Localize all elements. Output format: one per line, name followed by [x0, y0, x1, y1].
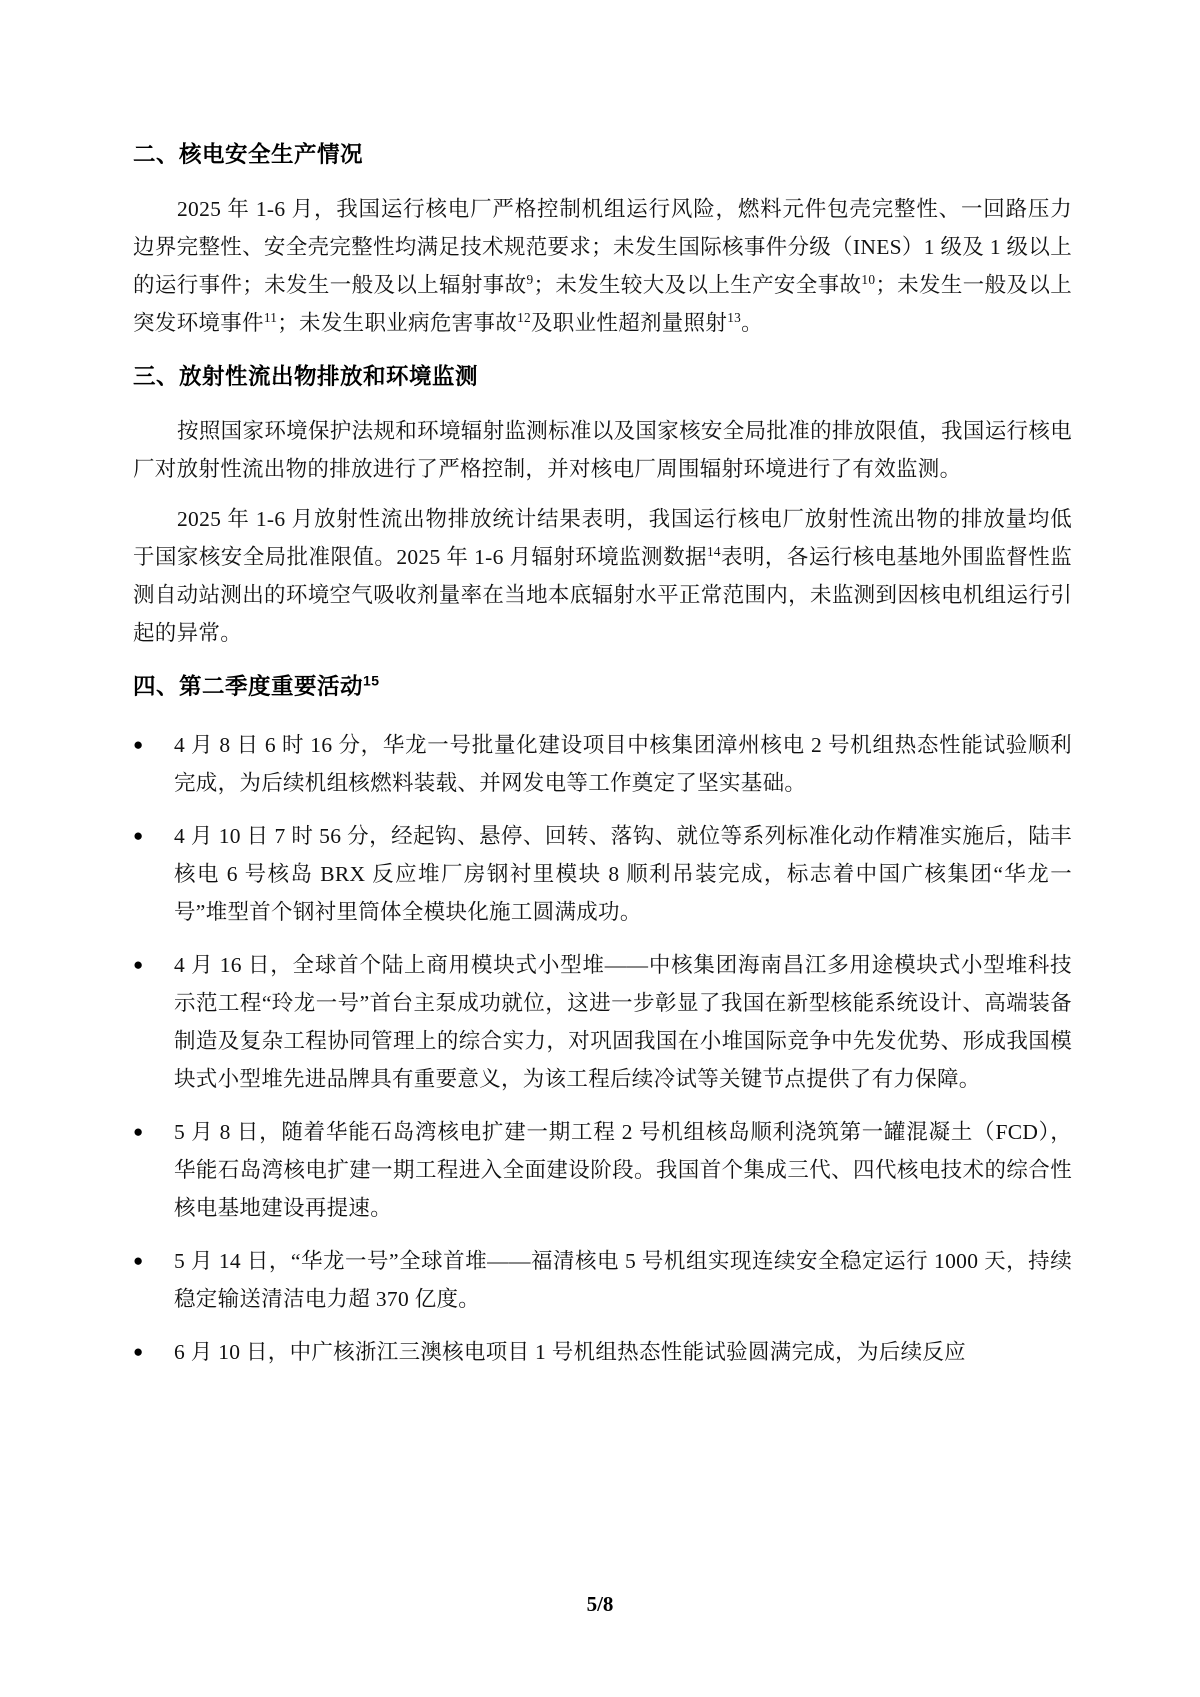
list-item-text: 4 月 16 日，全球首个陆上商用模块式小型堆——中核集团海南昌江多用途模块式小型堆科技示范工程“玲龙一号”首台主泵成功就位，这进一步彰显了我国在新型核能系统设计、高端装备制造及复杂工程协同管理上的综合实力，对巩固我国在小堆国际竞争中先发优势、形成我国模块式小型堆先进品牌具有重要意义，为该工程后续冷试等关键节点提供了有力保障。	[174, 953, 1072, 1091]
paragraph-monitoring-results: 2025 年 1-6 月放射性流出物排放统计结果表明，我国运行核电厂放射性流出物的排放量均低于国家核安全局批准限值。2025 年 1-6 月辐射环境监测数据$^{14}$表明，各运行核电基地外围监督性监测自动站测出的环境空气吸收剂量率在当地本底辐射水平正常范围内，未监测到因核电机组运行引起的异常。	[133, 507, 1072, 645]
list-item	[133, 726, 1072, 802]
section-heading-nuclear-safety: 二、核电安全生产情况	[133, 142, 364, 167]
section-heading-effluent-monitoring: 三、放射性流出物排放和环境监测	[133, 364, 479, 389]
list-item-text: 6 月 10 日，中广核浙江三澳核电项目 1 号机组热态性能试验圆满完成，为后续反应	[174, 1340, 966, 1364]
activity-list	[133, 726, 1072, 1371]
list-item-text: 5 月 14 日，“华龙一号”全球首堆——福清核电 5 号机组实现连续安全稳定运行 1000 天，持续稳定输送清洁电力超 370 亿度。	[174, 1249, 1072, 1311]
list-item	[133, 1113, 1072, 1227]
bullet-icon: ●	[133, 955, 144, 974]
list-item-text: 4 月 8 日 6 时 16 分，华龙一号批量化建设项目中核集团漳州核电 2 号机组热态性能试验顺利完成，为后续机组核燃料装载、并网发电等工作奠定了坚实基础。	[174, 733, 1072, 795]
bullet-icon: ●	[133, 735, 144, 754]
bullet-icon: ●	[133, 1342, 144, 1361]
list-item	[133, 817, 1072, 931]
list-item-text: 4 月 10 日 7 时 56 分，经起钩、悬停、回转、落钩、就位等系列标准化动作精准实施后，陆丰核电 6 号核岛 BRX 反应堆厂房钢衬里模块 8 顺利吊装完成，标志着中国广核集团“华龙一号”堆型首个钢衬里筒体全模块化施工圆满成功。	[174, 824, 1072, 924]
bullet-icon: ●	[133, 1251, 144, 1270]
paragraph-effluent-control: 按照国家环境保护法规和环境辐射监测标准以及国家核安全局批准的排放限值，我国运行核电厂对放射性流出物的排放进行了严格控制，并对核电厂周围辐射环境进行了有效监测。	[133, 419, 1072, 481]
list-item	[133, 1333, 1072, 1371]
page-number: 5/8	[586, 1592, 614, 1616]
list-item	[133, 1242, 1072, 1318]
bullet-icon: ●	[133, 1122, 144, 1141]
list-item-text: 5 月 8 日，随着华能石岛湾核电扩建一期工程 2 号机组核岛顺利浇筑第一罐混凝土（FCD），华能石岛湾核电扩建一期工程进入全面建设阶段。我国首个集成三代、四代核电技术的综合性核电基地建设再提速。	[174, 1120, 1072, 1220]
bullet-icon: ●	[133, 826, 144, 845]
paragraph-nuclear-safety: 2025 年 1-6 月，我国运行核电厂严格控制机组运行风险，燃料元件包壳完整性、一回路压力边界完整性、安全壳完整性均满足技术规范要求；未发生国际核事件分级（INES）1 级及 1 级以上的运行事件；未发生一般及以上辐射事故$^9$；未发生较大及以上生产安全事故$^{10}$；未发生一般及以上突发环境事件$^{11}$；未发生职业病危害事故$^{12}$及职业性超剂量照射$^{13}$。	[133, 197, 1072, 335]
list-item	[133, 946, 1072, 1098]
section-heading-q2-activities: 四、第二季度重要活动$^{15}$	[133, 672, 380, 699]
